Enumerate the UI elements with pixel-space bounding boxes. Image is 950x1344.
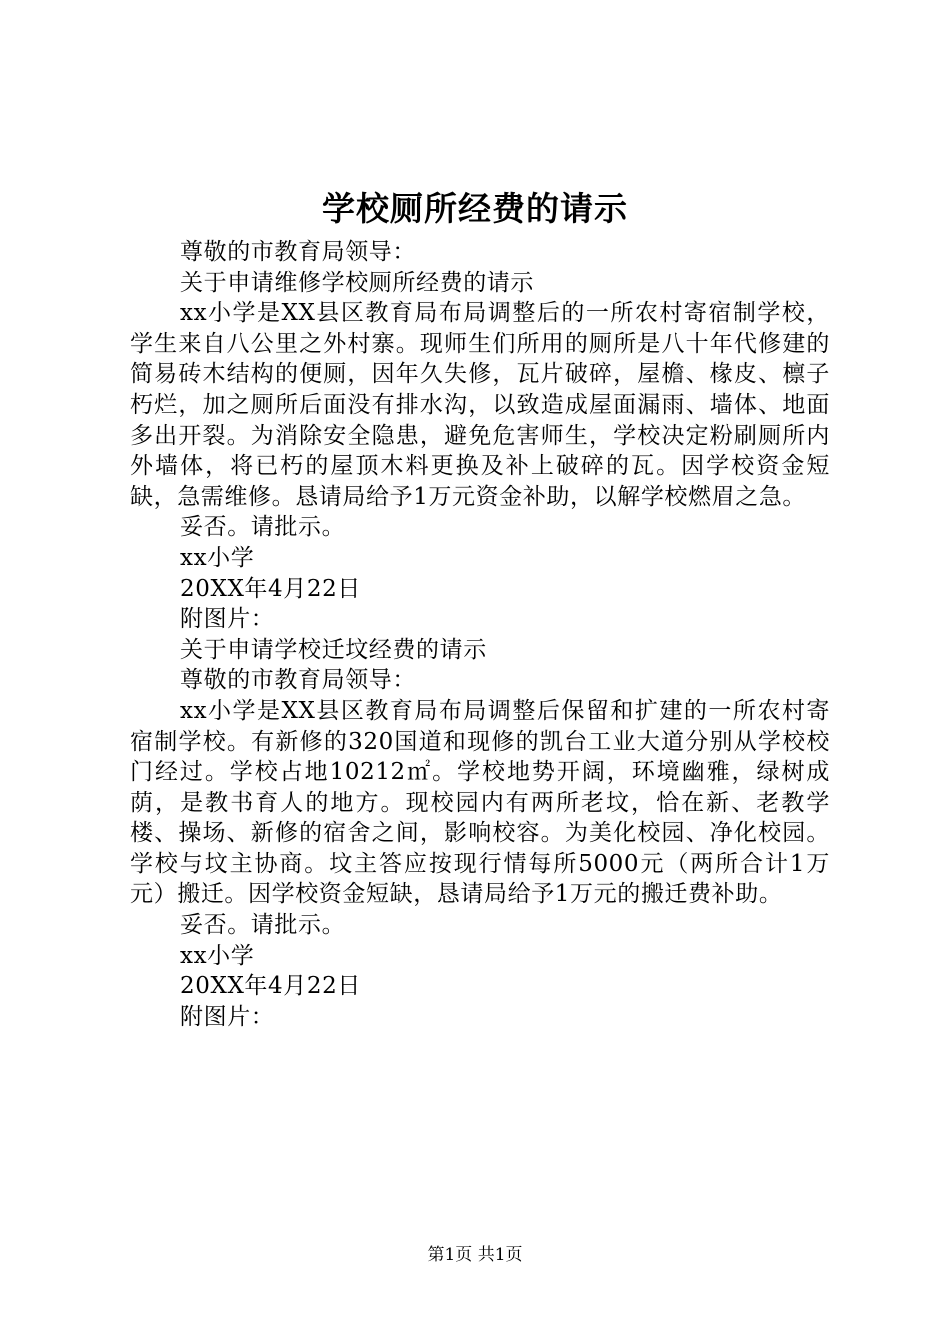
salutation: 尊敬的市教育局领导： [180,239,416,265]
body-paragraph: xx小学是XX县区教育局布局调整后保留和扩建的一所农村寄宿制学校。有新修的320国道和现修的凯台工业大道分别从学校校门经过。学校占地10212㎡。学校地势开阔，环境幽雅，绿树成荫，是教书育人的地方。现校园内有两所老坟，恰在新、老教学楼、操场、新修的宿舍之间，影响校容。为美化校园、净化校园。学校与坟主协商。坟主答应按现行情每所5000元（两所合计1万元）搬迁。因学校资金短缺，恳请局给予1万元的搬迁费补助。 [130,697,830,908]
signature-date: 20XX年4月22日 [180,973,361,1000]
signature-date: 20XX年4月22日 [180,575,361,602]
page-footer: 第1页 共1页 [427,1245,523,1265]
attachment-label: 附图片： [180,606,275,633]
subject-line: 关于申请学校迁坟经费的请示 [180,636,487,663]
signature-school: xx小学 [180,544,255,571]
document-title: 学校厕所经费的请示 [322,189,628,228]
signature-school: xx小学 [180,942,255,969]
closing-line: 妥否。请批示。 [180,912,346,939]
salutation: 尊敬的市教育局领导： [180,667,416,694]
document-body [130,237,830,1032]
attachment-label: 附图片： [180,1003,275,1030]
closing-line: 妥否。请批示。 [180,514,346,541]
subject-line: 关于申请维修学校厕所经费的请示 [180,269,534,296]
body-paragraph: xx小学是XX县区教育局布局调整后的一所农村寄宿制学校，学生来自八公里之外村寨。现师生们所用的厕所是八十年代修建的简易砖木结构的便厕，因年久失修，瓦片破碎，屋檐、椽皮、檩子朽烂，加之厕所后面没有排水沟，以致造成屋面漏雨、墙体、地面多出开裂。为消除安全隐患，避免危害师生，学校决定粉刷厕所内外墙体，将已朽的屋顶木料更换及补上破碎的瓦。因学校资金短缺，急需维修。恳请局给予1万元资金补助，以解学校燃眉之急。 [130,300,830,510]
